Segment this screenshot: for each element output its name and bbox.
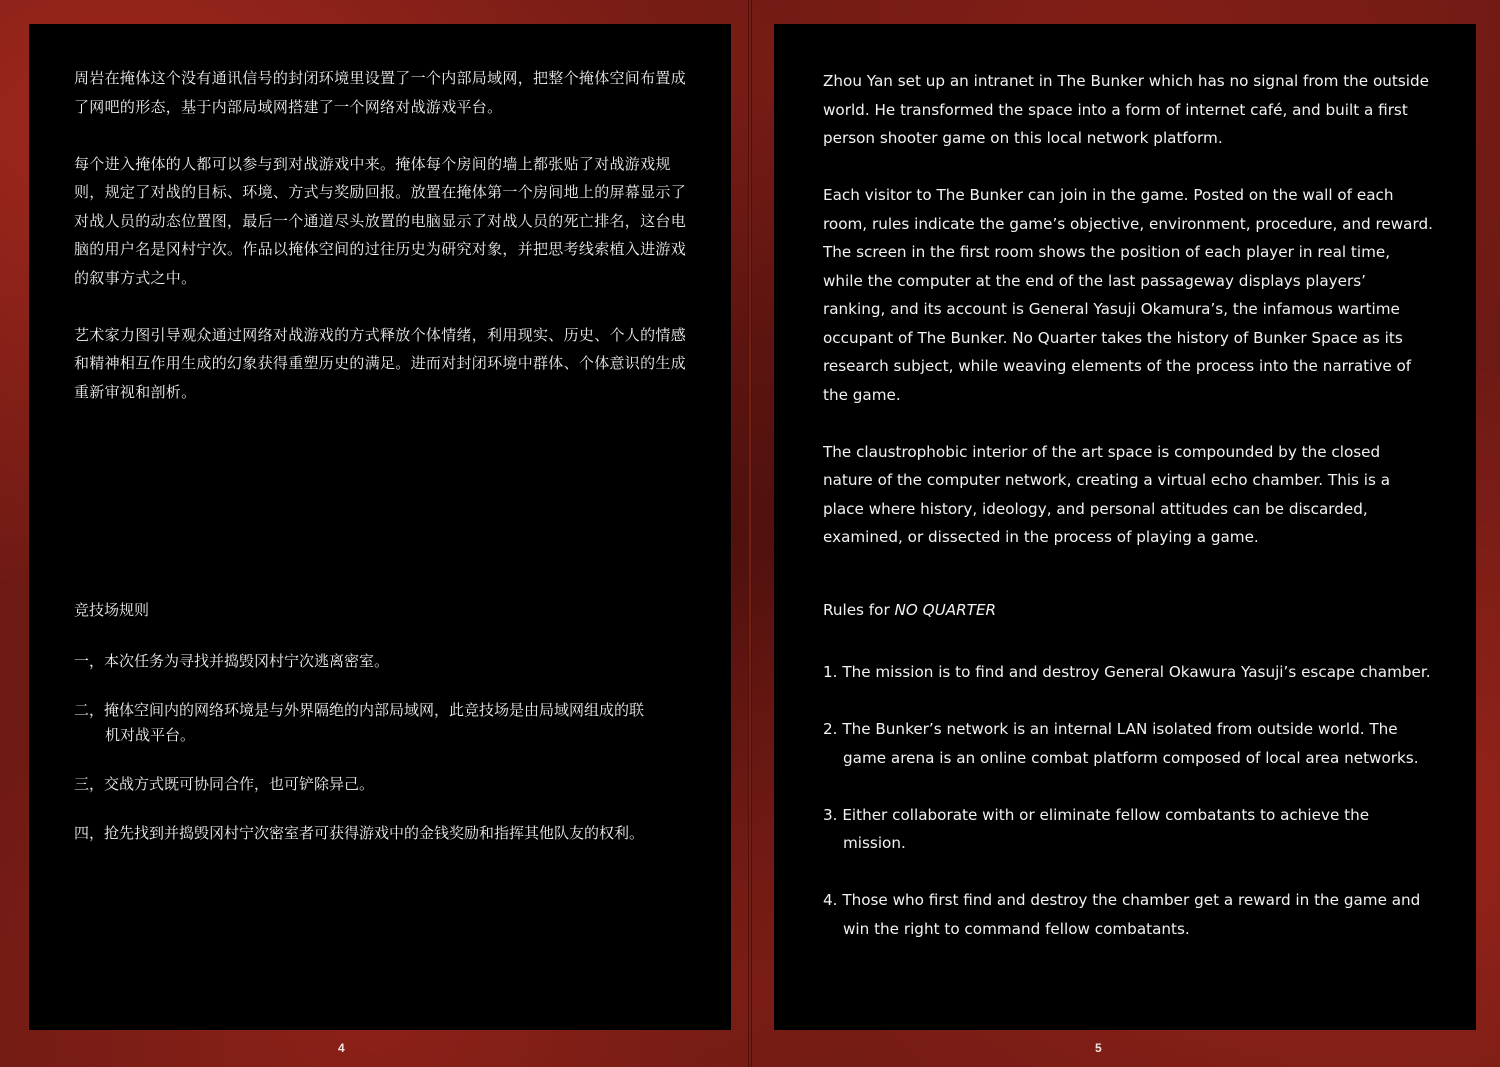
chinese-rule-4: 四，抢先找到并捣毁冈村宁次密室者可获得游戏中的金钱奖励和指挥其他队友的权利。 bbox=[74, 823, 645, 842]
right-text-panel bbox=[774, 24, 1476, 1030]
chinese-rules-title: 竞技场规则 bbox=[74, 601, 150, 619]
chinese-rule-2: 二，掩体空间内的网络环境是与外界隔绝的内部局域网，此竞技场是由局域网组成的联机对战平台。 bbox=[74, 701, 645, 744]
english-rule-3: 3. Either collaborate with or eliminate fellow combatants to achieve the mission. bbox=[823, 805, 1370, 852]
chinese-intro bbox=[74, 64, 694, 435]
page-number-right: 5 bbox=[1095, 1041, 1102, 1055]
english-rules-title-prefix: Rules for bbox=[823, 601, 895, 619]
page-number-left: 4 bbox=[338, 1041, 345, 1055]
english-intro bbox=[823, 67, 1433, 580]
chinese-rule-1: 一，本次任务为寻找并捣毁冈村宁次逃离密室。 bbox=[74, 652, 390, 670]
right-page bbox=[752, 0, 1500, 1067]
english-rule-4: 4. Those who first find and destroy the chamber get a reward in the game and win the right to command fellow combatants. bbox=[823, 891, 1421, 938]
chinese-paragraph-2: 每个进入掩体的人都可以参与到对战游戏中来。掩体每个房间的墙上都张贴了对战游戏规则，规定了对战的目标、环境、方式与奖励回报。放置在掩体第一个房间地上的屏幕显示了对战人员的动态位置图，最后一个通道尽头放置的电脑显示了对战人员的死亡排名，这台电脑的用户名是冈村宁次。作品以掩体空间的过往历史为研究对象，并把思考线索植入进游戏的叙事方式之中。 bbox=[74, 154, 687, 287]
english-rule-1: 1. The mission is to find and destroy General Okawura Yasuji’s escape chamber. bbox=[823, 663, 1431, 681]
left-text-panel bbox=[29, 24, 731, 1030]
english-rules-title-emphasis: NO QUARTER bbox=[894, 601, 997, 619]
english-rules-title bbox=[823, 601, 996, 619]
english-paragraph-1: Zhou Yan set up an intranet in The Bunker which has no signal from the outside world. He transformed the space into a form of internet café, and built a first person shooter game on this local network platform. bbox=[823, 72, 1429, 147]
english-paragraph-2: Each visitor to The Bunker can join in the game. Posted on the wall of each room, rules indicate the game’s objective, environment, procedure, and reward. The screen in the first room shows the position of each player in real time, while the computer at the end of the last passageway displays players’ ranking, and its account is General Yasuji Okamura’s, the infamous wartime occupant of The Bunker. No Quarter takes the history of Bunker Space as its research subject, while weaving elements of the process into the narrative of the game. bbox=[823, 186, 1433, 404]
chinese-paragraph-1: 周岩在掩体这个没有通讯信号的封闭环境里设置了一个内部局域网，把整个掩体空间布置成了网吧的形态，基于内部局域网搭建了一个网络对战游戏平台。 bbox=[74, 69, 687, 116]
english-paragraph-3: The claustrophobic interior of the art space is compounded by the closed nature of the computer network, creating a virtual echo chamber. This is a place where history, ideology, and personal attitudes can be discarded, examined, or dissected in the process of playing a game. bbox=[823, 442, 1391, 546]
english-rule-2: 2. The Bunker’s network is an internal LAN isolated from outside world. The game arena is an online combat platform composed of local area networks. bbox=[823, 720, 1419, 767]
chinese-paragraph-3: 艺术家力图引导观众通过网络对战游戏的方式释放个体情绪，利用现实、历史、个人的情感和精神相互作用生成的幻象获得重塑历史的满足。进而对封闭环境中群体、个体意识的生成重新审视和剖析。 bbox=[74, 325, 687, 401]
chinese-rules-list bbox=[74, 649, 654, 870]
left-page bbox=[0, 0, 748, 1067]
chinese-rule-3: 三，交战方式既可协同合作，也可铲除异己。 bbox=[74, 774, 375, 793]
english-rules-list bbox=[823, 658, 1433, 972]
